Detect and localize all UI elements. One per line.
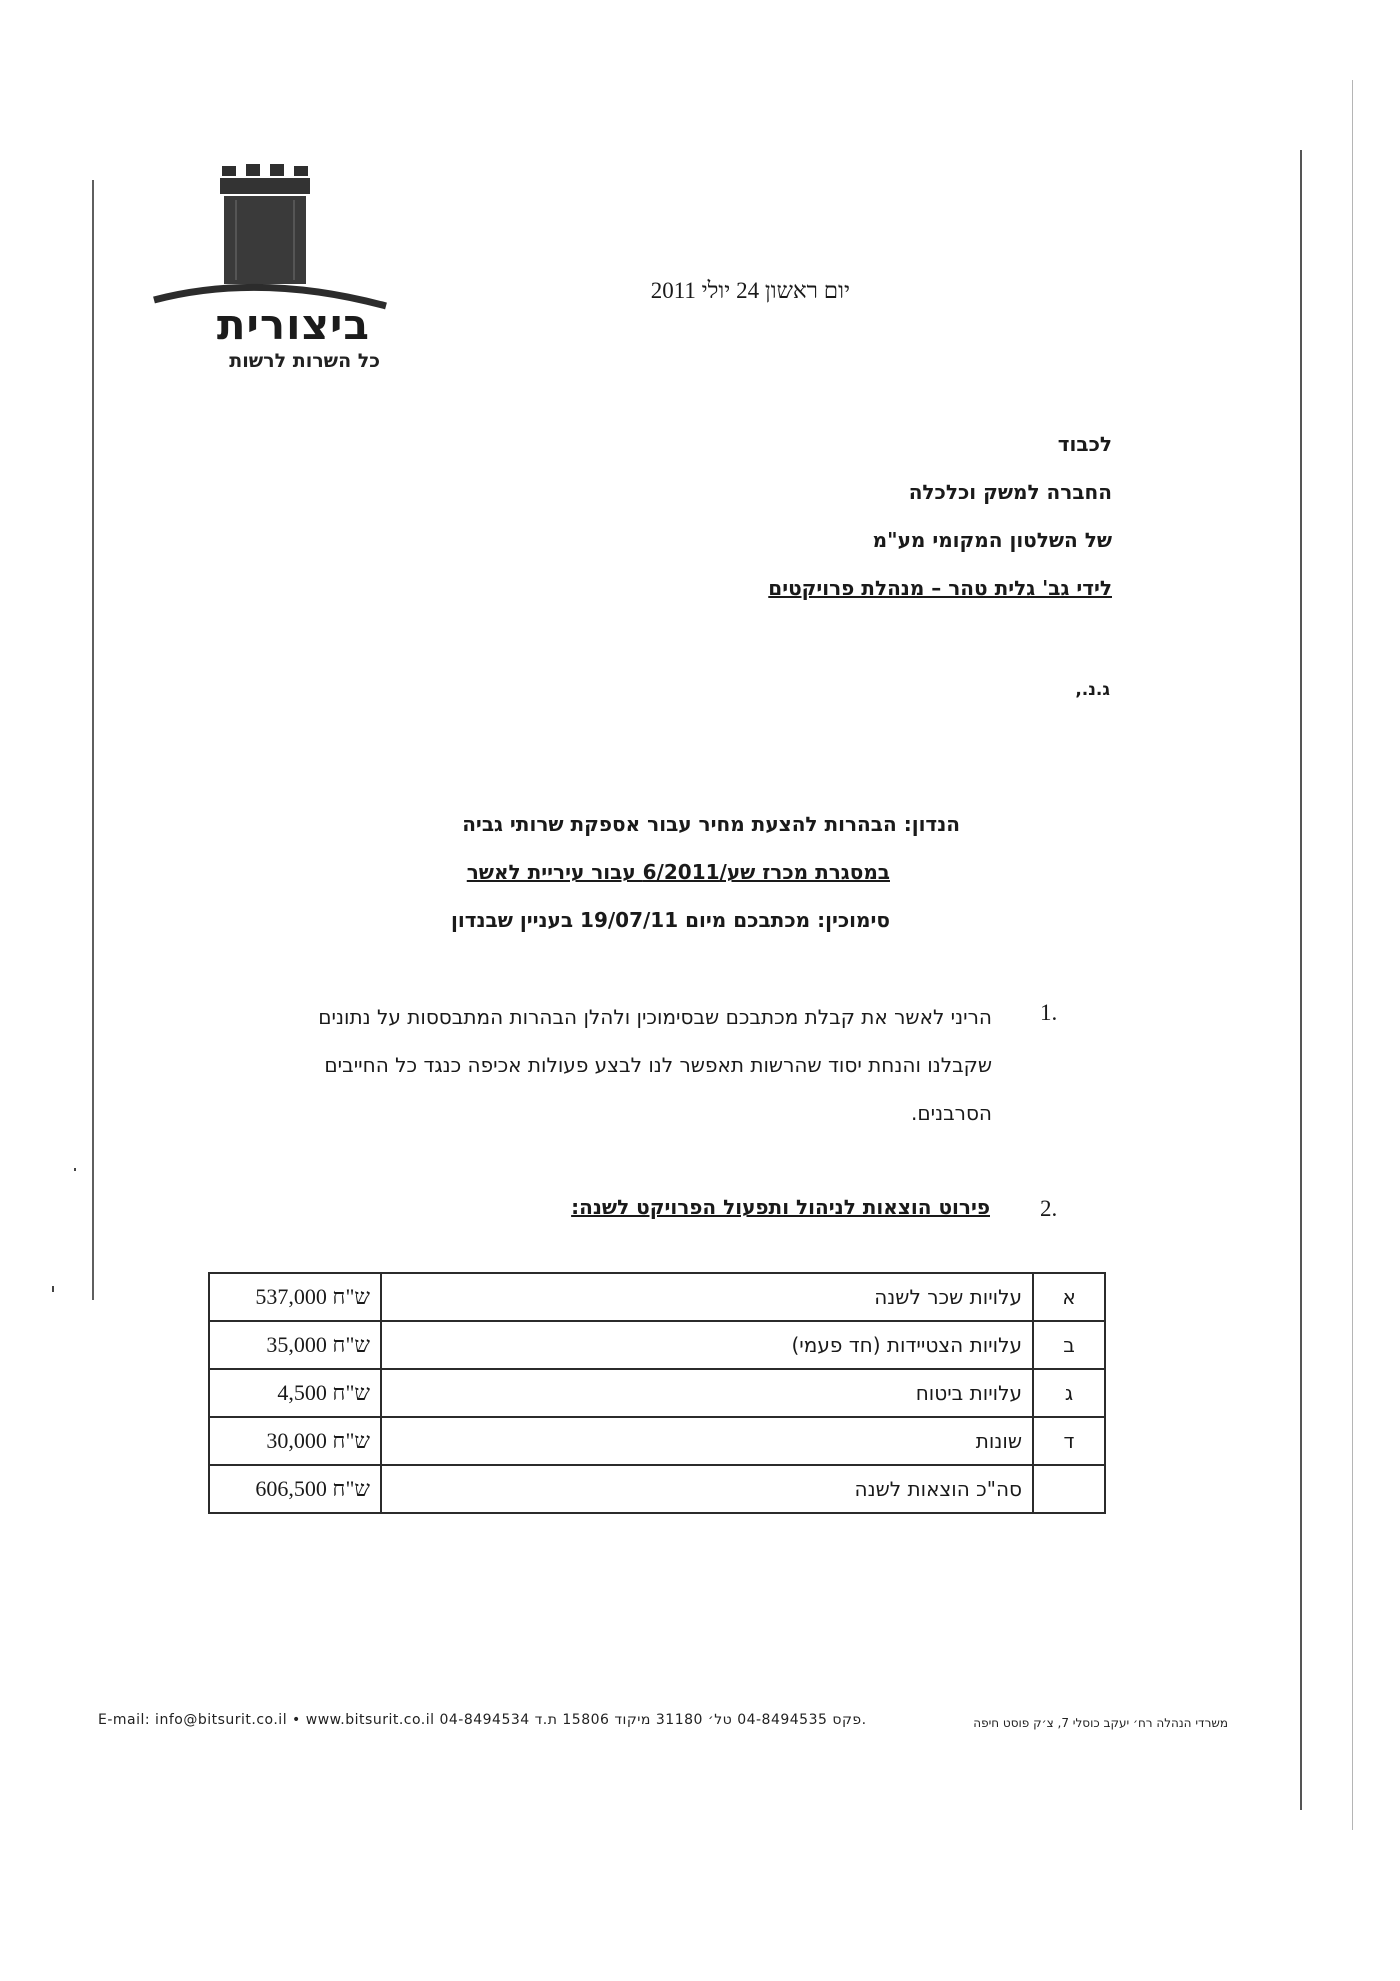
cost-amount: 537,000 ש"ח [209,1273,381,1321]
item-number: 2. [1040,1196,1058,1221]
cost-amount: 35,000 ש"ח [209,1321,381,1369]
logo-wordmark: ביצורית [216,300,370,349]
company-logo [150,160,390,380]
recipient-attention: לידי גב' גלית טהר – מנהלת פרויקטים [768,576,1112,600]
subject-tender: במסגרת מכרז שע/6/2011 עבור עיריית לאשר [466,860,890,884]
scan-speck [74,1168,76,1171]
subject-reference: סימוכין: מכתבכם מיום 19/07/11 בעניין שבנדון [450,908,890,932]
item-number: 1. [1040,1000,1058,1025]
cost-letter: א [1033,1273,1105,1321]
cost-table [208,1272,1106,1514]
scan-edge-far-right [1352,80,1353,1830]
cost-breakdown-heading: פירוט הוצאות לניהול ותפעול הפרויקט לשנה: [571,1195,990,1219]
cost-description: שונות [381,1417,1033,1465]
cost-total-description: סה"כ הוצאות לשנה [381,1465,1033,1513]
cost-letter: ד [1033,1417,1105,1465]
tower-icon [150,160,390,310]
cost-description: עלויות הצטיידות (חד פעמי) [381,1321,1033,1369]
footer-address: משרדי הנהלה רח׳ יעקב כוסלי 7, צ׳ק פוסט חיפה [973,1716,1228,1730]
recipient-salutation: לכבוד [1057,432,1112,456]
table-row [209,1369,1105,1417]
letter-date: יום ראשון 24 יולי 2011 [650,278,850,303]
cost-amount: 4,500 ש"ח [209,1369,381,1417]
cost-amount: 30,000 ש"ח [209,1417,381,1465]
logo-tagline: כל השרות לרשות [229,350,380,372]
greeting: ג.נ., [1075,680,1110,700]
cost-letter: ב [1033,1321,1105,1369]
footer-contact: E-mail: info@bitsurit.co.il • www.bitsurit.co.il 04-8494534 פקס 04-8494535 טל׳ 31180 מיקוד 15806 ת.ד. [98,1712,867,1728]
subject-line: הנדון: הבהרות להצעת מחיר עבור אספקת שרותי גביה [462,812,960,836]
scan-edge-left [92,180,94,1300]
scan-edge-right [1300,150,1302,1810]
item-paragraph: הריני לאשר את קבלת מכתבכם שבסימוכין ולהלן הבהרות המתבססות על נתונים שקבלנו והנחת יסוד שהרשות תאפשר לנו לבצע פעולות אכיפה כנגד כל החייבים הסרבנים. [318,1005,992,1125]
cost-description: עלויות ביטוח [381,1369,1033,1417]
recipient-company: החברה למשק וכלכלה [908,480,1112,504]
table-row [209,1273,1105,1321]
table-row-total [209,1465,1105,1513]
cost-letter: ג [1033,1369,1105,1417]
recipient-company-cont: של השלטון המקומי מע"מ [872,528,1112,552]
cost-letter [1033,1465,1105,1513]
table-row [209,1321,1105,1369]
scan-speck [52,1286,54,1292]
cost-description: עלויות שכר לשנה [381,1273,1033,1321]
table-row [209,1417,1105,1465]
cost-total-amount: 606,500 ש"ח [209,1465,381,1513]
